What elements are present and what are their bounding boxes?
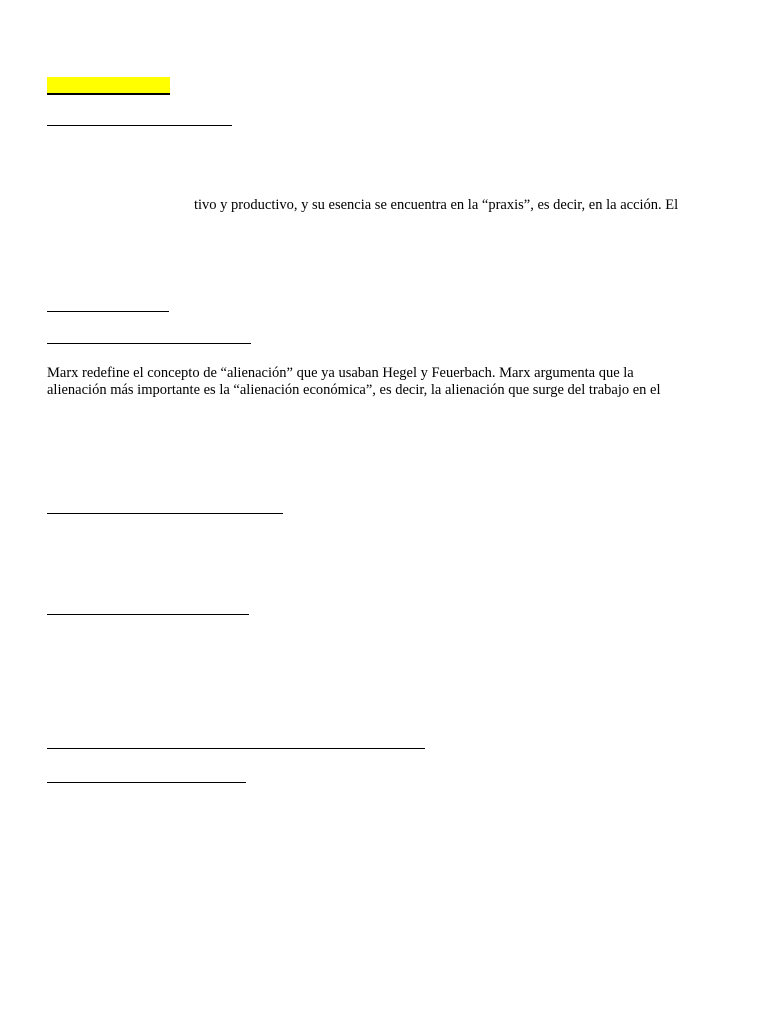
heading-rule-5 [47, 614, 249, 615]
paragraph-fragment: tivo y productivo, y su esencia se encuentra en la “praxis”, es decir, en la acción. El [194, 197, 679, 213]
heading-rule-4 [47, 513, 283, 514]
heading-rule-2 [47, 311, 169, 312]
heading-rule-6 [47, 748, 425, 749]
heading-rule-3 [47, 343, 251, 344]
paragraph-line: alienación más importante es la “alienación económica”, es decir, la alienación que surge del trabajo en el [47, 382, 661, 398]
paragraph-line: Marx redefine el concepto de “alienación” que ya usaban Hegel y Feuerbach. Marx argumenta que la [47, 365, 634, 381]
heading-rule-1 [47, 125, 232, 126]
highlighted-heading [47, 77, 170, 95]
heading-rule-7 [47, 782, 246, 783]
